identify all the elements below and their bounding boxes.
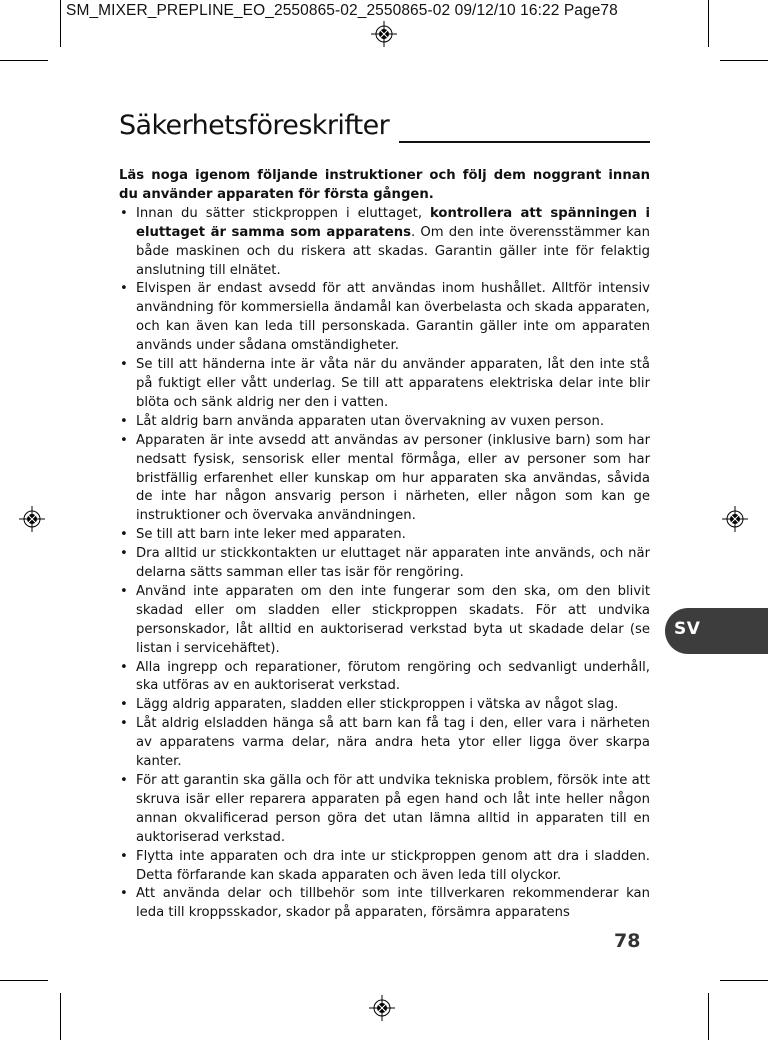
- list-item: [119, 583, 650, 659]
- registration-mark-icon: [722, 506, 748, 532]
- list-item: [119, 526, 650, 545]
- list-item: [119, 696, 650, 715]
- list-item-text: För att garantin ska gälla och för att undvika tekniska problem, försök inte att skruva isär eller reparera apparaten på egen hand och låt inte heller någon annan okvalificerad person göra det utan lämna alltid in apparaten till en auktoriserad verkstad.: [136, 773, 651, 845]
- list-item-text: Låt aldrig barn använda apparaten utan övervakning av vuxen person.: [136, 413, 605, 429]
- registration-mark-icon: [369, 995, 395, 1021]
- list-item-text: Lägg aldrig apparaten, sladden eller stickproppen i vätska av något slag.: [136, 697, 619, 713]
- list-item-text: Elvispen är endast avsedd för att användas inom hushållet. Alltför intensiv användning för kommersiella ändamål kan överbelasta och skada apparaten, och kan även kan leda till personskada. Garantin gäller inte om apparaten används under sådana omständigheter.: [136, 281, 650, 354]
- bullet-icon: •: [120, 773, 128, 788]
- bullet-icon: •: [120, 697, 128, 713]
- list-item-text: Se till att händerna inte är våta när du använder apparaten, låt den inte stå på fuktigt eller vått underlag. Se till att apparatens elektriska delar inte blir blöta och sänk aldrig ner den i vatten.: [136, 357, 650, 410]
- list-item: [119, 885, 650, 923]
- list-item: [119, 205, 650, 281]
- crop-mark: [0, 60, 48, 61]
- list-item-text: Innan du sätter stickproppen i eluttaget,: [136, 205, 431, 221]
- safety-instructions: [119, 167, 650, 923]
- crop-mark: [708, 993, 709, 1040]
- bullet-icon: •: [120, 716, 128, 732]
- bullet-icon: •: [120, 546, 128, 562]
- language-tab-label: SV: [674, 619, 701, 639]
- list-item-text: Använd inte apparaten om den inte fungerar som den ska, om den blivit skadad eller om sladden eller stickproppen skadats. För att undvika personskador, låt alltid en auktoriserad verkstad byta ut skadade delar (se listan i servicehäftet).: [136, 583, 650, 656]
- registration-mark-icon: [371, 21, 397, 47]
- crop-mark: [0, 980, 48, 981]
- list-item-text: . Om den inte överensstämmer kan både maskinen och du riskera att skadas. Garantin gäller inte för felaktig anslutning till elnätet.: [136, 224, 650, 278]
- list-item-text: Flytta inte apparaten och dra inte ur stickproppen genom att dra i sladden. Detta förfarande kan skada apparaten och även leda till olyckor.: [136, 848, 650, 883]
- list-item: [119, 715, 650, 772]
- list-item: [119, 280, 650, 356]
- list-item-text: Att använda delar och tillbehör som inte tillverkaren rekommenderar kan leda till kroppsskador, skador på apparaten, försämra apparatens: [136, 886, 650, 921]
- bullet-icon: •: [120, 527, 128, 543]
- page-number: 78: [614, 930, 641, 952]
- list-item-text: Dra alltid ur stickkontakten ur eluttaget när apparaten inte används, och när delarna sätts samman eller tas isär för rengöring.: [136, 546, 650, 581]
- bullet-icon: •: [120, 432, 128, 448]
- bullet-icon: •: [120, 583, 128, 599]
- bullet-icon: •: [120, 886, 128, 902]
- list-item: [119, 659, 650, 697]
- list-item: [119, 772, 650, 848]
- crop-mark: [60, 0, 61, 47]
- bullet-icon: •: [120, 848, 128, 864]
- intro-paragraph: Läs noga igenom följande instruktioner och följ dem noggrant innan du använder apparaten för första gången.: [119, 168, 650, 202]
- crop-mark: [60, 993, 61, 1040]
- crop-mark: [720, 60, 768, 61]
- bullet-icon: •: [120, 205, 128, 221]
- page-title: Säkerhetsföreskrifter: [119, 110, 390, 141]
- bullet-icon: •: [120, 659, 128, 675]
- bullet-icon: •: [120, 357, 128, 373]
- list-item-text: Apparaten är inte avsedd att användas av personer (inklusive barn) som har nedsatt fysisk, sensorisk eller mental förmåga, eller av personer som har bristfällig erfarenhet eller kunskap om hur apparaten ska användas, såvida de inte har någon ansvarig person i närheten, eller någon som kan ge instruktioner och övervaka användningen.: [136, 432, 650, 524]
- bullet-icon: •: [120, 413, 128, 429]
- print-slug: SM_MIXER_PREPLINE_EO_2550865-02_2550865-02 09/12/10 16:22 Page78: [66, 2, 618, 19]
- crop-mark: [720, 980, 768, 981]
- page-title-block: [119, 110, 650, 150]
- list-item-text: Alla ingrepp och reparationer, förutom rengöring och sedvanligt underhåll, ska utföras av en auktoriserat verkstad.: [136, 659, 650, 694]
- list-item: [119, 848, 650, 886]
- crop-mark: [708, 0, 709, 47]
- list-item: [119, 545, 650, 583]
- list-item: [119, 413, 650, 432]
- list-item: [119, 356, 650, 413]
- title-underline: [399, 141, 650, 143]
- list-item-emphasis: kontrollera att spänningen i eluttaget är samma som apparatens: [136, 205, 650, 240]
- bullet-icon: •: [120, 281, 128, 297]
- list-item: [119, 432, 650, 527]
- language-tab: [665, 608, 768, 654]
- list-item-text: Låt aldrig elsladden hänga så att barn kan få tag i den, eller vara i närheten av apparatens varma delar, nära andra heta ytor eller ligga över skarpa kanter.: [136, 716, 650, 770]
- registration-mark-icon: [19, 506, 45, 532]
- list-item-text: Se till att barn inte leker med apparaten.: [136, 527, 406, 543]
- instruction-list: [119, 205, 650, 923]
